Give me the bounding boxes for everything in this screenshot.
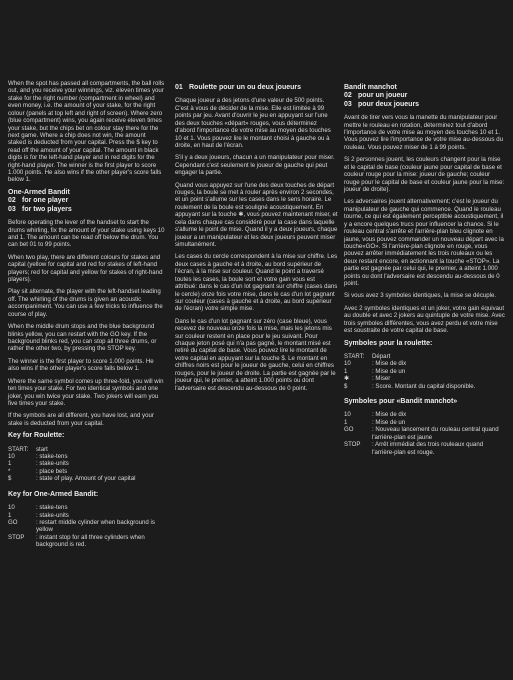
paragraph: Si 2 personnes jouent, les couleurs changent pour la mise et le capital de base (couleur jaune pour capital de base et couleur rouge pour la mise: joueur de gauche; couleur rouge pour le capital de base et couleur jaune pour la mise: joueur de droite).: [344, 156, 505, 193]
key-row: 1 : Mise de un: [344, 367, 406, 375]
key-row: 10 : stake-tens: [8, 504, 68, 512]
game-number: 03: [8, 205, 16, 213]
paragraph: Si vous avez 3 symboles identiques, la mise se décuple.: [344, 292, 497, 300]
paragraph: Play sit alternate, the player with the left-handset leading off. The whirling of the drums is given an acoustic accompaniment. You can use a few tricks to influence the course of play.: [8, 288, 163, 318]
game-number: 03: [344, 100, 352, 108]
symbols-roulette-list: [344, 353, 506, 390]
key-row: * : place bets: [8, 467, 68, 475]
column-french-roulette: [175, 80, 338, 397]
paragraph: Chaque joueur a des jetons d'une valeur de 500 points. C'est à vous de décider de la mise. Elle est limitée à 99 points par jeu. Avant d'ouvrir le jeu en appuyant sur l'une des deux touches «départ» rouges, vous déterminez d'abord l'importance de votre mise au moyen des touches 10 et 1. Vous pouvez lire le montant choisi à gauche ou à droite, en haut de l'écran.: [175, 97, 331, 149]
section-heading-one-armed-bandit: [8, 189, 165, 214]
paragraph: When two play, there are different colours for stakes and capital (yellow for capital and red for stakes of left-hand players; red for capital and yellow for stakes of right-hand players).: [8, 253, 163, 284]
key-row: START: start: [8, 445, 48, 453]
symbols-bandit-title: Symboles pour «Bandit manchot»: [344, 398, 458, 406]
key-row: START: Départ: [344, 352, 391, 360]
paragraph: Avec 2 symboles identiques et un joker, votre gain équivaut au double et avec 2 jokers au quintuple de votre mise. Avec trois symboles différentes, vous avez perdu et votre mise est soustraite de votre capital de base.: [344, 304, 505, 335]
key-row: 1 : stake-units: [8, 460, 69, 468]
paragraph: Before operating the lever of the handset to start the drums whirling, fix the amount of your stake using keys 10 and 1. The amount can be read off below the drum. You can bet 01 to 99 points.: [8, 219, 165, 249]
key-row: 10 : Mise de dix: [344, 360, 407, 368]
paragraph: If the symbols are all different, you have lost, and your stake is deducted from your capital.: [8, 412, 154, 427]
key-row: 10 : Mise de dix: [344, 411, 407, 419]
key-row: GO : restart middle cylinder when background is yellow: [8, 518, 155, 534]
key-row: 10 : stake-tens: [8, 453, 68, 461]
key-bandit-title: Key for One-Armed Bandit:: [8, 490, 99, 498]
paragraph: The winner is the first player to score 1.000 points. He also wins if the other player's score falls below 1.: [8, 357, 154, 373]
game-number: 02: [8, 197, 16, 205]
paragraph: When the middle drum stops and the blue background blinks yellow, you can restart with the GO key. If the background blinks red, you can stop all three drums, or rather the other two, by pressing the STOP key.: [8, 323, 157, 353]
game-number: 02: [344, 92, 352, 100]
symbols-roulette-title: Symboles pour la roulette:: [344, 339, 433, 347]
paragraph: Les cases du cercle correspondent à la mise sur chiffre. Les deux cases à gauche et à droite, au bord supérieur de l'écran, à la mise sur couleur. Quand le point a traversé toutes les cases, la boule sort et votre gain vous est attribué: dans le cas d'un lot gagnant sur chiffre (cases dans le cercle) onze fois votre mise, dans le cas d'un lot gagnant sur couleur (cases à gauche et à droite, au bord supérieur de l'écran) votre simple mise.: [175, 253, 338, 313]
heading-line: for two players: [22, 205, 72, 213]
paragraph: Avant de tirer vers vous la manette du manipulateur pour mettre le rouleau en rotation, déterminez tout d'abord l'importance de votre mise au moyen des touches 10 et 1. Vous pouvez lire l'importance de votre mise au-dessous du rouleau. Vous pouvez miser de 1 à 99 points.: [344, 114, 504, 151]
key-row: 1 : Mise de un: [344, 418, 406, 426]
paragraph: S'il y a deux joueurs, chacun a un manipulateur pour miser. Cependant c'est seulement le joueur de gauche qui peut engager la partie.: [175, 154, 335, 177]
paragraph: Les adversaires jouent alternativement; c'est le joueur du manipulateur de gauche qui commence. Quand le rouleau tourne, ce qui est également perceptible acoustiquement, il y a encore quelques trucs pour influencer la chance. Si le rouleau central s'arrête et l'arrière-plan bleu clignote en jaune, vous pouvez commander un nouveau départ avec la touche«GO». Si l'arrière-plan clignote en rouge, vous pouvez arrêter immédiatement les trois rouleaux ou les deux restant encore, en actionnant la touche «STOP». La partie est gagnée par celui qui, le premier, a atteint 1.000 points ou dont l'adversaire est descendu au-dessous de 0 point.: [344, 198, 504, 288]
heading-title: One-Armed Bandit: [8, 188, 70, 196]
heading-title: Roulette pour un ou deux joueurs: [189, 84, 301, 91]
key-roulette-list: [8, 446, 165, 483]
paragraph: When the spot has passed all compartments, the ball rolls out, and you receive your winnings, viz. eleven times your stake for the right number (compartment in wheel) and even money, i.e. the amount of your stake, for the right colour (panels at top left and right of screen). Where zero (blue compartment) wins, you again receive eleven times your stake, but the chips bet on colour stay there for the next game. Where a chip does not win, the amount staked is deducted from your capital. Press the $ key to read off the amount of your capital. The amount in black digits is for the left-hand player and in red digits for the right-hand player. The winner is the first player to score 1.000 points. He also wins if the other player's score falls below 1.: [8, 80, 165, 184]
section-heading-bandit-manchot: [344, 84, 506, 109]
key-row: $ : state of play. Amount of your capital: [8, 475, 136, 483]
key-row: STOP : instant stop for all three cylinders when background is red.: [8, 533, 145, 549]
paragraph: Quand vous appuyez sur l'une des deux touches de départ rouges, la boule se met à rouler après environ 2 secondes, et un point s'allume sur les cases dans le sens horaire. Le roulement de la boule est souligné acoustiquement. En appuyant sur la touche ✱, vous pouvez maintenant miser, et cela dans chaque cas considéré pour la case dans laquelle s'allume le point de mise. Quand il y a deux joueurs, chaque joueur a un manipulateur et les deux joueurs peuvent miser simultanément.: [175, 181, 338, 248]
game-number: 01: [175, 84, 183, 91]
column-english: [8, 80, 165, 549]
key-row: GO : Nouveau lancement du rouleau central quand l'arrière-plan est jaune: [344, 426, 499, 441]
paragraph: Where the same symbol comes up three-fold, you will win ten times your stake. For two identical symbols and one joker, you win twice your stake. Two jokers will earn you five times your stake.: [8, 377, 164, 407]
column-french-bandit: [344, 80, 506, 456]
section-heading-roulette: [175, 84, 338, 92]
key-bandit-list: [8, 504, 165, 549]
heading-title: Bandit manchot: [344, 84, 397, 91]
key-row: STOP : Arrêt immédiat des trois rouleaux quand l'arrière-plan est rouge.: [344, 441, 484, 456]
heading-line: pour un joueur: [358, 92, 408, 100]
heading-line: pour deux joueurs: [358, 100, 420, 108]
key-row: ✱ : Miser: [344, 375, 391, 383]
key-row: $ : Score. Montant du capital disponible.: [344, 382, 476, 390]
key-row: 1 : stake-units: [8, 511, 69, 519]
heading-line: for one player: [22, 197, 69, 205]
symbols-bandit-list: [344, 411, 506, 456]
paragraph: Dans le cas d'un lot gagnant sur zéro (case bleue), vous recevez de nouveau onze fois la mise, mais les jetons mis sur couleur restent en place pour le jeu suivant. Pour chaque jeton posé qui n'a pas gagné, le montant misé est retiré du capital de base. Vous pouvez lire le montant de votre capital en appuyant sur la touche $. Le montant en chiffres noirs est pour le joueur de gauche, celui en chiffres rouges, pour le joueur de droite. La partie est gagnée par le joueur qui, le premier, a atteint 1.000 points ou dont l'adversaire est descendu au-dessous de 0 point.: [175, 317, 336, 392]
key-roulette-title: Key for Roulette:: [8, 432, 65, 440]
